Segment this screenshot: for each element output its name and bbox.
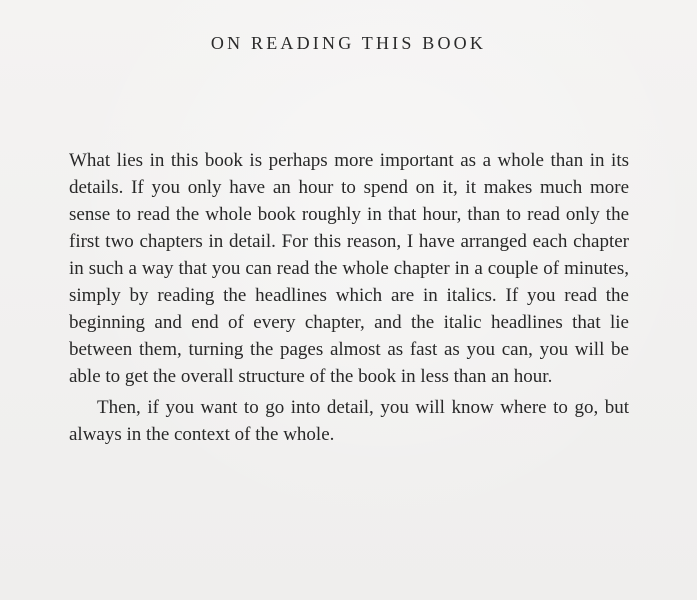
paragraph-2: Then, if you want to go into detail, you will know where to go, but always in the context of the whole.	[69, 397, 629, 445]
page-heading: ON READING THIS BOOK	[210, 33, 487, 53]
body-text	[69, 147, 629, 448]
paragraph-1: What lies in this book is perhaps more important as a whole than in its details. If you only have an hour to spend on it, it makes much more sense to read the whole book roughly in that hour, than to read only the first two chapters in detail. For this reason, I have arranged each chapter in such a way that you can read the whole chapter in a couple of minutes, simply by reading the headlines which are in italics. If you read the beginning and end of every chapter, and the italic headlines that lie between them, turning the pages almost as fast as you can, you will be able to get the overall structure of the book in less than an hour.	[69, 150, 629, 387]
